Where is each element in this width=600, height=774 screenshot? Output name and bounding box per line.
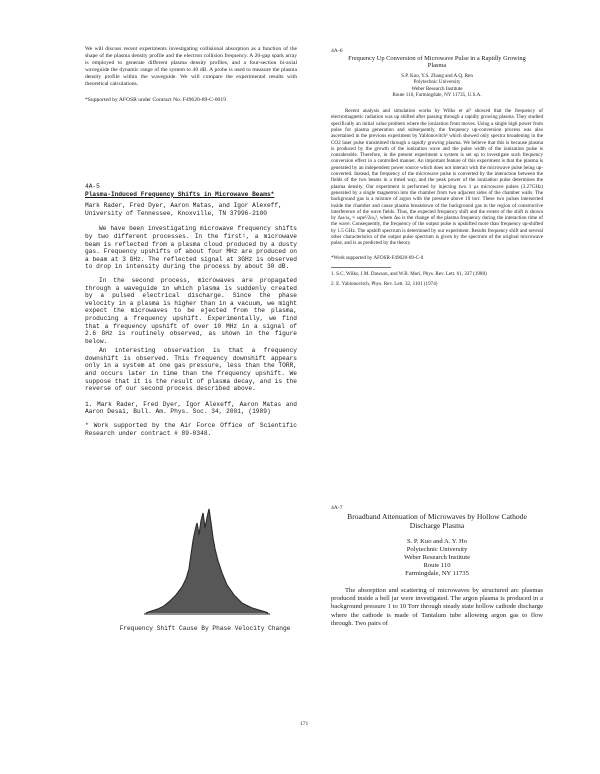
spectrum-plot — [142, 483, 272, 618]
intro-paragraph: We will discuss recent experiments investigating collisional absorption as a function of the shape of the plasma density profile and the electron collision frequency. A 20-gap spark array is employed to generate different plasma density profiles, and a four-section bi-axial waveguide the dynamic range of the system to 40 dB. A probe is used to measure the plasma density profile within the waveguide. We will compare the experimental results with theoretical calculations. — [85, 46, 297, 87]
abstract-title: Plasma-Induced Frequency Shifts in Microwave Beams* — [85, 190, 275, 198]
footnote-divider — [331, 267, 391, 268]
affiliation-line: Farmingdale, NY 11735 — [405, 569, 469, 577]
page-number: 171 — [300, 721, 309, 727]
affiliation-line: Polytechnic University — [413, 79, 461, 86]
spectrum-figure — [142, 483, 272, 618]
abstract-paragraph-3: An interesting observation is that a frequency downshift is observed. This frequency downshift appears only in a system at one gas pressure, less than the TORR, and occurs later in time than the frequency upshift. We suppose that it is the result of plasma decay, and is the reverse of our second process described above. — [85, 347, 297, 393]
abstract-footnote: *Work supported by AFOSR-F49620-89-C-0 — [331, 254, 424, 261]
affiliation-line: Route 110 — [423, 561, 451, 569]
abstract-authors: Mark Rader, Fred Dyer, Aaron Matas, and Igor Alexeff, University of Tennessee, Knoxville, TN 37996-2100 — [85, 202, 282, 217]
abstract-code: 4A-5 — [85, 183, 100, 190]
abstract-paragraph: The absorption and scattering of microwaves by structured arc plasmas produced inside a bell jar were investigated. The argon plasma is produced in a background pressure 1 to 10 Torr through steady state hollow cathode discharge where the cathode is made of Tantalum tube allowing argon gas to flow through. Two pairs of — [331, 586, 543, 627]
abstract-paragraph: Recent analysis and simulation works by Wilks et al¹ showed that the frequency of electromagnetic radiation was up shifted after passing through a rapidly growing plasma. They studied specifically an initial value problem where the ionization front moves. Using a single high power from pulse for plasma generation and subsequently, the frequency up-conversion process was also ascertained in the previous experiment by Yablonovitch² which showed only spectra broadening in the CO2 laser pulse transmitted through a rapidly growing plasma. We believe that this is because plasma is produced by the growth of the ionization wave and the pulse width of the ionization pulse is considerable. Therefore, in the present experiment a system is set up to investigate such frequency conversion effect in a controlled manner. An important feature of this experiment is that the plasma is generated by an independent power source which does not interact with the microwave pulse being up-converted. Instead, the frequency of the microwave pulse is converted by the interaction between the fields of the two beams in a timed way, and the peak power of the ionization pulse determines the plasma density. Our experiment is performed by injecting two 1 μs microwave pulses (3.27GHz) generated by a single magnetron into the chamber from two adjacent sides of the chamber walls. The background gas is a mixture of argon with the pressure above 10 torr. These two pulses intersected inside the chamber and cause plasma breakdown of the background gas in the region of constructive interference of the wave fields. Thus, the expected frequency shift and the extent of the shift is shown by Δω/ω₀ ≈ ωpe²/2ω₀², where Δω is the change of the plasma frequency during the interaction time of the wave. Consequently, the frequency of the output pulse is upshifted more than frequency up-shifted by 1.5 GHz. The upshift spectrum is determined by our experiment. Results frequency shift and several other characteristics of the output pulse spectrum is given by the spectrum of the original microwave pulse, and is as predicted by the theory. — [331, 108, 543, 247]
affiliation-line: Route 110, Farmingdale, NY 11735, U.S.A. — [392, 91, 482, 98]
abstract-reference: 1. Mark Rader, Fred Dyer, Igor Alexeff, Aaron Matas and Aaron Desai, Bull. Am. Phys. Soc. 34, 2001, (1989) — [85, 400, 297, 416]
abstract-title: Broadband Attenuation of Microwaves by Hollow Cathode Discharge Plasma — [347, 511, 527, 530]
affiliation-line: Weber Research Institute — [411, 85, 463, 92]
abstract-code: 4A-6 — [331, 48, 343, 54]
abstract-4a6 — [331, 48, 543, 288]
reference-item: 1. S.C. Wilks, J.M. Dawson, and W.B. Mori, Phys. Rev. Lett. 61, 337 (1988) — [331, 270, 487, 277]
abstract-code: 4A-7 — [331, 505, 343, 511]
abstract-footnote: * Work supported by the Air Force Office of Scientific Research under contract # 89-0348. — [85, 422, 297, 437]
abstract-authors: S.P. Kuo, Y.S. Zhang and A.Q. Ren — [401, 72, 473, 79]
abstract-4a7 — [331, 505, 543, 628]
reference-item: 2. E. Yablonovitch, Phys. Rev. Lett. 32, 1101 (1974) — [331, 281, 438, 288]
left-column — [85, 0, 297, 104]
abstract-paragraph-1: We have been investigating microwave frequency shifts by two different processes. In the first¹, a microwave beam is reflected from a plasma cloud produced by a dusty gas. Frequency upshifts of about four MHz are produced on a beam at 3 GHz. The reflected signal at 3GHz is observed to drop in intensity during the process by about 30 dB. — [85, 225, 297, 271]
abstract-title: Frequency Up Conversion of Microwave Pulse in a Rapidly Growing Plasma — [348, 54, 526, 70]
affiliation-line: Weber Research Institute — [403, 553, 471, 561]
abstract-4a5 — [85, 183, 297, 437]
abstract-paragraph-2: In the second process, microwaves are propagated through a waveguide in which plasma is suddenly created by a pulsed electrical discharge. Since the phase velocity in a plasma is higher than in a vacuum, we might expect the microwaves to be ejected from the plasma, producing a frequency upshift. Experimentally, we find that a frequency upshift of over 10 MHz in a signal of 2.6 GHz is routinely observed, as shown in the figure below. — [85, 276, 297, 345]
abstract-authors: S. P. Kuo and A. Y. Ho — [406, 537, 468, 545]
figure-caption: Frequency Shift Cause By Phase Velocity Change — [119, 625, 291, 632]
affiliation-line: Polytechnic University — [406, 545, 468, 553]
intro-footnote: *Supported by AFOSR under Contract No. F49620-89-C-0019 — [85, 97, 226, 104]
